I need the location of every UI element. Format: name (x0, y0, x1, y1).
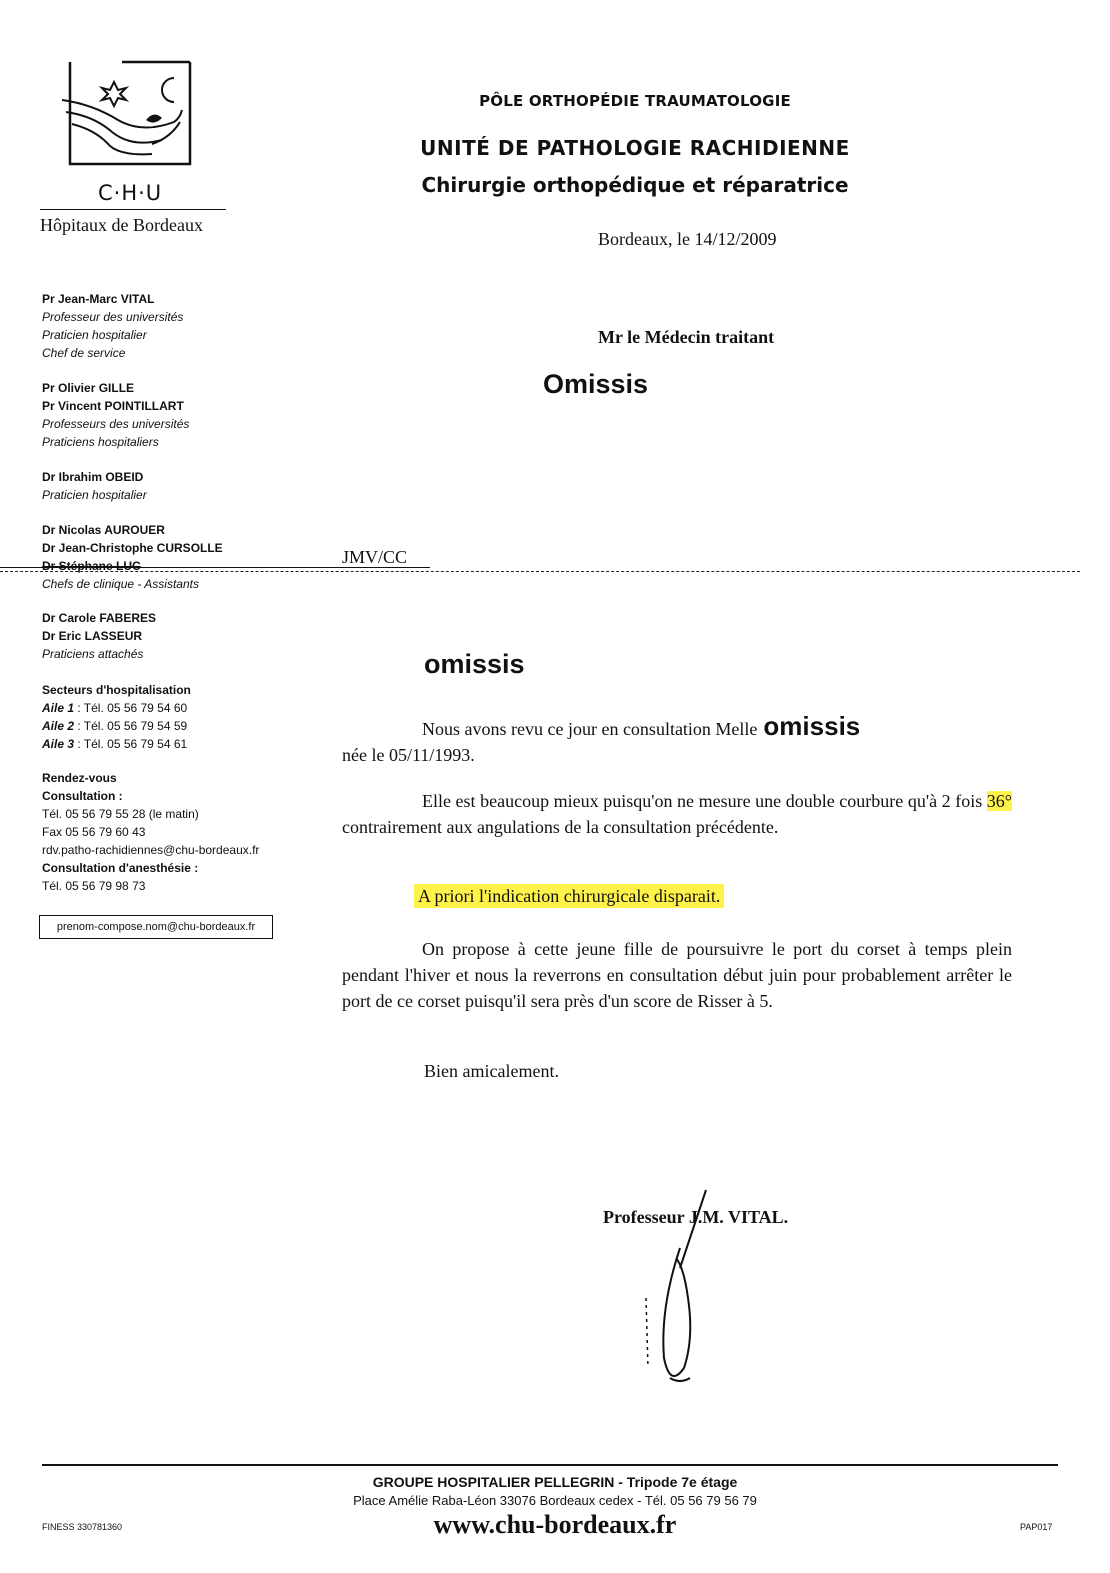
aile-line: Aile 1 : Tél. 05 56 79 54 60 (42, 701, 188, 715)
staff-role: Chefs de clinique - Assistants (42, 577, 199, 591)
staff-name: Dr Jean-Christophe CURSOLLE (42, 541, 223, 555)
chu-logo (40, 52, 240, 242)
hands-star-moon-icon (62, 60, 196, 170)
header-pole: PÔLE ORTHOPÉDIE TRAUMATOLOGIE (479, 92, 791, 110)
staff-name: Pr Vincent POINTILLART (42, 399, 184, 413)
highlight-indication: A priori l'indication chirurgicale disparait. (414, 884, 724, 908)
closing: Bien amicalement. (424, 1061, 559, 1081)
reference-code: JMV/CC (342, 547, 408, 567)
staff-role: Praticien hospitalier (42, 488, 147, 502)
recipient-name: Omissis (543, 369, 649, 399)
signer-name: Professeur J.M. VITAL. (603, 1207, 789, 1227)
sidebar-group-attaches (42, 609, 156, 663)
staff-name: Dr Nicolas AUROUER (42, 523, 165, 537)
paragraph-proposition: On propose à cette jeune fille de poursuivre le port du corset à temps plein pendant l'hiver et nous la reverrons en consultation début juin pour probablement arrêter le port de ce corset puisqu'il sera près d'un score de Risser à 5. (342, 939, 1012, 1011)
aile-line: Aile 3 : Tél. 05 56 79 54 61 (42, 737, 188, 751)
anesthesie-phone: Tél. 05 56 79 98 73 (42, 879, 146, 893)
sidebar-group-praticien (42, 468, 147, 504)
footer-address: Place Amélie Raba-Léon 33076 Bordeaux cedex - Tél. 05 56 79 56 79 (353, 1493, 757, 1508)
staff-name: Dr Eric LASSEUR (42, 629, 143, 643)
consultation-email: rdv.patho-rachidiennes@chu-bordeaux.fr (42, 843, 260, 857)
staff-name: Pr Jean-Marc VITAL (42, 292, 155, 306)
section-title: Rendez-vous (42, 771, 117, 785)
letter-date: Bordeaux, le 14/12/2009 (598, 229, 777, 249)
paragraph-mesure: Elle est beaucoup mieux puisqu'on ne mesure une double courbure qu'à 2 fois 36° contrairement aux angulations de la consultation précédente. (342, 791, 1012, 837)
document-code: PAP017 (1020, 1522, 1053, 1532)
paragraph-consultation: Nous avons revu ce jour en consultation Melle omissis née le 05/11/1993. (342, 713, 1012, 768)
staff-role: Chef de service (42, 346, 126, 360)
staff-role: Professeur des universités (42, 310, 184, 324)
logo-divider (40, 209, 226, 210)
aile-line: Aile 2 : Tél. 05 56 79 54 59 (42, 719, 188, 733)
header-unite: UNITÉ DE PATHOLOGIE RACHIDIENNE (420, 136, 850, 160)
sidebar-group-chef (42, 290, 183, 362)
finess-number: FINESS 330781360 (42, 1522, 123, 1532)
sidebar-group-rdv (42, 769, 259, 895)
sidebar-group-professeurs (42, 379, 189, 451)
staff-role: Praticiens attachés (42, 647, 144, 661)
staff-role: Praticiens hospitaliers (42, 435, 159, 449)
highlight-angle: 36° (986, 791, 1012, 811)
birth-date: née le 05/11/1993. (342, 745, 475, 765)
footer-website: www.chu-bordeaux.fr (433, 1510, 677, 1539)
sidebar-group-chefs-clinique (42, 521, 223, 593)
consultation-fax: Fax 05 56 79 60 43 (42, 825, 146, 839)
recipient-title: Mr le Médecin traitant (598, 327, 775, 347)
patient-name: omissis (763, 711, 861, 741)
email-box: prenom-compose.nom@chu-bordeaux.fr (39, 915, 273, 939)
logo-chu-text: C·H·U (98, 181, 163, 205)
reference-dashed-rule (0, 571, 1080, 572)
footer-hospital: GROUPE HOSPITALIER PELLEGRIN - Tripode 7e étage (372, 1474, 738, 1490)
paragraph-indication (414, 886, 724, 907)
staff-name: Dr Ibrahim OBEID (42, 470, 144, 484)
footer-rule (42, 1464, 1058, 1466)
section-title: Secteurs d'hospitalisation (42, 683, 191, 697)
consultation-phone: Tél. 05 56 79 55 28 (le matin) (42, 807, 199, 821)
logo-subtitle: Hôpitaux de Bordeaux (40, 215, 203, 235)
staff-role: Professeurs des universités (42, 417, 190, 431)
header-chirurgie: Chirurgie orthopédique et réparatrice (421, 173, 849, 197)
consultation-label: Consultation : (42, 789, 123, 803)
staff-name: Dr Carole FABERES (42, 611, 157, 625)
sidebar-group-secteurs (42, 681, 191, 753)
anesthesie-label: Consultation d'anesthésie : (42, 861, 199, 875)
staff-name: Pr Olivier GILLE (42, 381, 135, 395)
staff-role: Praticien hospitalier (42, 328, 147, 342)
staff-name: Dr Stéphane LUC (42, 559, 141, 573)
subject-name: omissis (424, 649, 525, 679)
